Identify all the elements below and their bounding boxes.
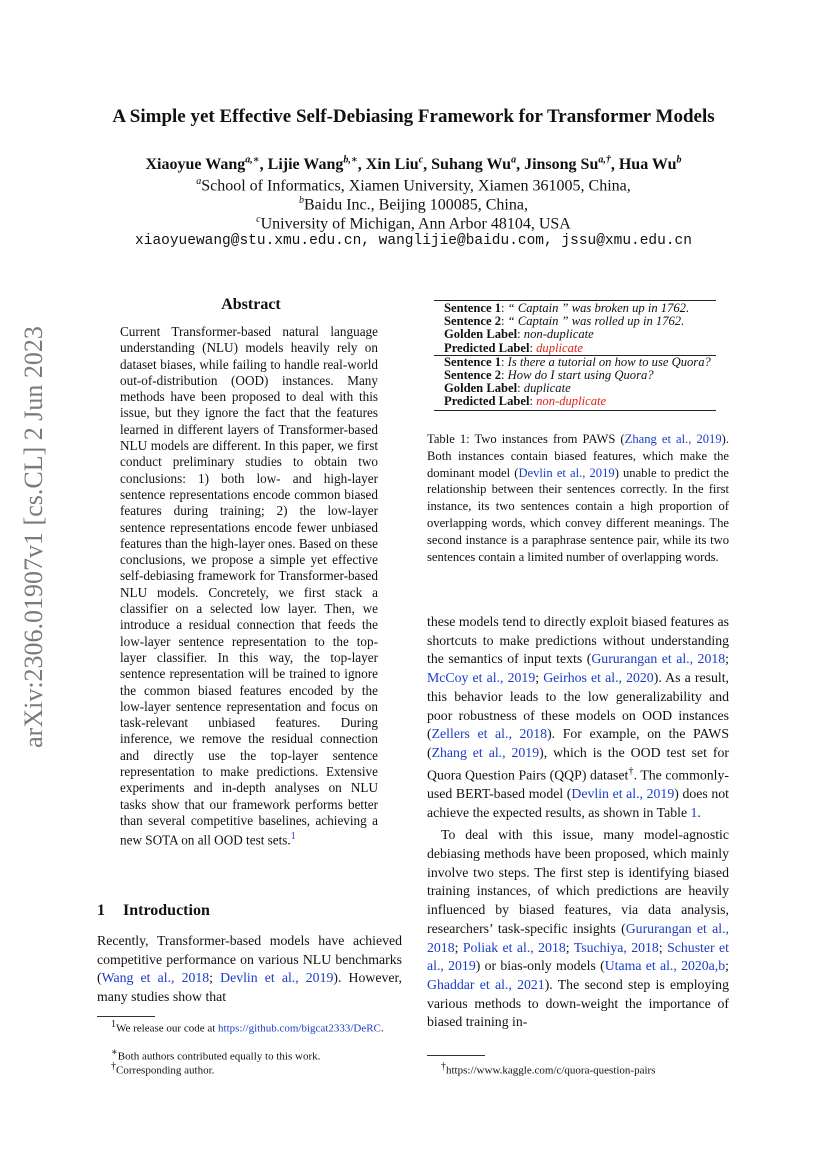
citation-link[interactable]: Devlin et al., 2019 [518,465,615,480]
citation-link[interactable]: Devlin et al., 2019 [220,970,334,986]
citation-link[interactable]: Schuster et al., 2019 [427,939,729,974]
paper-title: A Simple yet Effective Self-Debiasing Framework for Transformer Models [112,106,715,127]
author: Jinsong $Su^{a,\dagger}$ [524,155,611,174]
footnote-link[interactable]: 1 [290,831,296,843]
arxiv-sidebar [17,326,51,748]
footnote-corresponding-author: †Corresponding author. [111,1061,215,1077]
footnote-kaggle: †https://www.kaggle.com/c/quora-question-pairs [441,1061,656,1077]
table-row: Golden Label: duplicate [444,381,571,396]
table-reference-link[interactable]: 1 [690,804,698,820]
citation-link[interactable]: Wang et al., 2018 [101,970,210,986]
citation-link[interactable]: Zhang et al., 2019 [624,432,722,446]
table-row: Predicted Label: non-duplicate [444,394,607,409]
author: Xin Liu$^c$ [365,155,424,174]
citation-link[interactable]: McCoy et al., 2019 [427,670,536,686]
citation-link[interactable]: Utama et al., 2020a,b [604,958,726,974]
footnote-rule [97,1016,155,1017]
citation-link[interactable]: Gururangan et al., 2018 [427,920,729,955]
table-row: Sentence 1: “ Captain ” was broken up in 1762. [444,301,690,315]
footnote-rule [427,1055,485,1056]
author-list: Xiaoyue Wang$^{a,∗}$, Lijie Wang$^{b,∗}$, Xin Liu$^c$, Suhang Wu$^a$, Jinsong $Su^{a,\dagger}$, Hua Wu$^b$ [145,155,682,174]
table-row: Sentence 1: Is there a tutorial on how to use Quora? [444,354,711,369]
right-column-body [427,613,729,1032]
citation-link[interactable]: Ghaddar et al., 2021 [427,976,545,992]
table-row: Sentence 2: “ Captain ” was rolled up in 1762. [444,314,685,329]
paragraph: To deal with this issue, many model-agnostic debiasing methods have been proposed, which mainly involve two steps. The first step is identifying biased training instances, of which predictions are heavily influenced by biased features, via data analysis, researchers’ task-specific insights (Gururangan et al., 2018; Poliak et al., 2018; Tsuchiya, 2018; Schuster et al., 2019) or bias-only models (Utama et al., 2020a,b; Ghaddar et al., 2021). The second step is employing various methods to down-weight the importance of biased training in- [427,827,729,1030]
citation-link[interactable]: Devlin et al., 2019 [571,785,675,801]
abstract-body: Current Transformer-based natural language understanding (NLU) models heavily rely on dataset biases, while failing to handle real-world out-of-distribution (OOD) instances. Many methods have been proposed to deal with this issue, but they ignore the fact that the features learned in different layers of Transformer-based NLU models are different. In this paper, we first conduct preliminary studies to obtain two conclusions: 1) both low- and high-layer sentence representations encode common biased features during training; 2) the low-layer sentence representations encode fewer unbiased features than the high-layer ones. Based on these conclusions, we propose a simple yet effective self-debiasing framework for Transformer-based NLU models. Concretely, we first stack a classifier on a selected low layer. Then, we introduce a residual connection that feeds the low-layer sentence representation to the top-layer classifier. In this way, the top-layer sentence representation will be trained to ignore the common biased features encoded by the low-layer sentence representation and focus on task-relevant unbiased features. During inference, we remove the residual connection and directly use the top-layer sentence representation to make predictions. Extensive experiments and in-depth analyses on NLU tasks show that our framework performs better than several competitive baselines, achieving a new SOTA on all OOD test sets.$^1$ [120,324,378,848]
paragraph: these models tend to directly exploit biased features as shortcuts to make predictions without understanding the semantics of input texts (Gururangan et al., 2018; McCoy et al., 2019; Geirhos et al., 2020). As a result, this behavior leads to the low generalizability and poor robustness of these models on OOD instances (Zellers et al., 2018). For example, on the PAWS (Zhang et al., 2019), which is the OOD test set for Quora Question Pairs (QQP) dataset†. The commonly-used BERT-based model (Devlin et al., 2019) does not achieve the expected results, as shown in Table 1. [427,614,729,820]
table-row: Sentence 2: How do I start using Quora? [444,368,654,383]
citation-link[interactable]: Zellers et al., 2018 [431,726,548,742]
section-heading-introduction: 1 Introduction [97,902,210,919]
author: Lijie Wang$^{b,∗}$ [267,155,358,174]
table-caption: Table 1: Two instances from PAWS (Zhang et al., 2019). Both instances contain biased features, which make the dominant model (Devlin et al., 2019) unable to predict the relationship between their sentences correctly. In the first instance, its two sentences contain a high proportion of overlapping words, which convey different meanings. The second instance is a paraphrase sentence pair, while its two sentences contain a limited number of overlapping words. [427,432,729,564]
affiliation: $^c$University of Michigan, Ann Arbor 48104, USA [256,214,571,233]
table-1 [434,300,716,411]
author-emails: xiaoyuewang@stu.xmu.edu.cn, wanglijie@baidu.com, jssu@xmu.edu.cn [135,233,692,249]
introduction-paragraph: Recently, Transformer-based models have achieved competitive performance on various NLU benchmarks (Wang et al., 2018; Devlin et al., 2019). However, many studies show that [97,933,402,1005]
footnote-code: $^1$We release our code at https://github.com/bigcat2333/DeRC. [111,1019,384,1035]
citation-link[interactable]: Geirhos et al., 2020 [543,670,654,686]
table-row: Predicted Label: duplicate [444,340,583,355]
abstract-heading: Abstract [221,296,281,313]
affiliation: $^b$Baidu Inc., Beijing 100085, China, [299,195,528,214]
footnote-equal-contribution: ∗Both authors contributed equally to this work. [111,1047,321,1063]
author: Xiaoyue Wang$^{a,∗}$ [145,155,260,174]
citation-link[interactable]: Tsuchiya, 2018 [573,939,659,955]
author: Suhang Wu$^a$ [431,155,517,174]
table-row: Golden Label: non-duplicate [444,327,594,342]
citation-link[interactable]: Zhang et al., 2019 [431,744,540,760]
citation-link[interactable]: Gururangan et al., 2018 [591,651,726,667]
arxiv-identifier: arXiv:2306.01907v1 [cs.CL] 2 Jun 2023 [19,326,48,748]
affiliation: $^a$School of Informatics, Xiamen University, Xiamen 361005, China, [196,176,631,195]
code-repository-link[interactable]: https://github.com/bigcat2333/DeRC [218,1022,381,1035]
author: Hua Wu$^b$ [618,155,682,174]
citation-link[interactable]: Poliak et al., 2018 [462,939,566,955]
